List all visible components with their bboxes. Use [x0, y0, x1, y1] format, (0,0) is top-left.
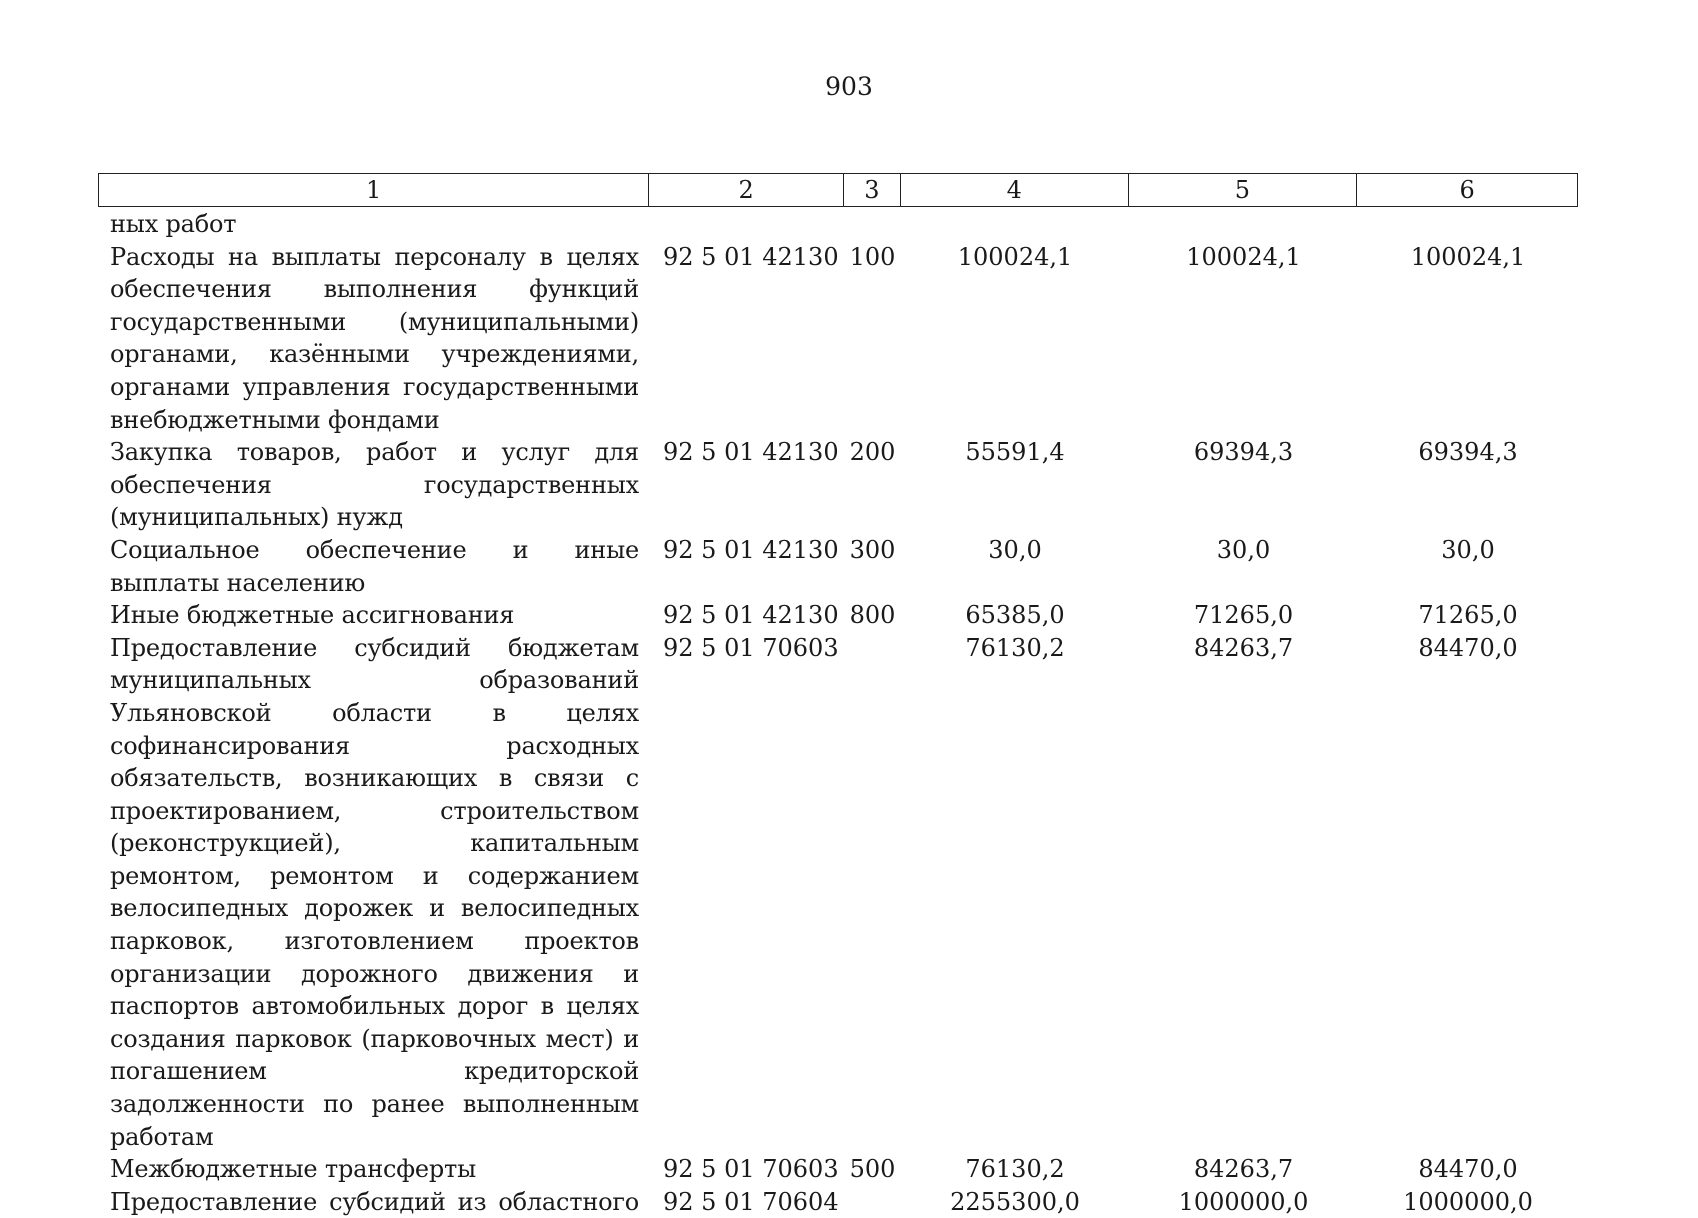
- row-value-col6: 84470,0: [1418, 633, 1518, 662]
- row-value-col6: 71265,0: [1418, 601, 1518, 630]
- table-row: [98, 436, 1578, 534]
- table-row: [98, 1186, 1578, 1218]
- row-value-col6: 69394,3: [1418, 438, 1518, 467]
- row-code: 92 5 01 42130: [663, 242, 839, 271]
- row-code: 92 5 01 70603: [663, 1155, 839, 1184]
- row-value-col5: 84263,7: [1193, 1155, 1294, 1184]
- row-value-col6: 30,0: [1441, 535, 1495, 564]
- row-value-col5: 84263,7: [1193, 633, 1294, 662]
- row-value-col4: 65385,0: [965, 601, 1065, 630]
- page-number: 903: [825, 72, 873, 101]
- table-row: [98, 208, 1578, 241]
- header-col-5: 5: [1129, 174, 1358, 206]
- header-col-2: 2: [649, 174, 844, 206]
- table-row: [98, 1153, 1578, 1186]
- row-value-col4: 30,0: [988, 535, 1042, 564]
- row-code: 92 5 01 42130: [663, 535, 839, 564]
- row-value-col5: 100024,1: [1186, 242, 1301, 271]
- row-value-col6: 1000000,0: [1403, 1187, 1533, 1216]
- row-value-col6: 84470,0: [1418, 1155, 1518, 1184]
- row-value-col4: 100024,1: [957, 242, 1073, 271]
- header-col-4: 4: [901, 174, 1129, 206]
- row-description: Закупка товаров, работ и услуг для обеспечения государственных (муниципальных) нужд: [110, 438, 639, 532]
- row-value-col5: 1000000,0: [1178, 1187, 1309, 1216]
- row-code: 92 5 01 70604: [663, 1187, 839, 1216]
- row-description: ных работ: [110, 210, 237, 238]
- row-code: 92 5 01 42130: [663, 601, 839, 630]
- row-value-col4: 55591,4: [965, 438, 1065, 467]
- row-description: Социальное обеспечение и иные выплаты населению: [110, 535, 639, 597]
- row-value-col5: 71265,0: [1193, 601, 1294, 630]
- row-code: 92 5 01 42130: [663, 438, 839, 467]
- table-body: [98, 208, 1578, 1218]
- header-col-1: 1: [99, 174, 649, 206]
- header-col-3: 3: [844, 174, 901, 206]
- table-row: [98, 632, 1578, 1154]
- row-value-col6: 100024,1: [1410, 242, 1526, 271]
- row-code: 92 5 01 70603: [663, 633, 839, 662]
- row-description: Расходы на выплаты персоналу в целях обеспечения выполнения функций государственными (муниципальными) органами, казёнными учреждениями, органами управления государственными внебюджетными фондами: [110, 242, 639, 434]
- table-row: [98, 599, 1578, 632]
- row-value-col4: 76130,2: [965, 633, 1065, 662]
- table-row: [98, 241, 1578, 437]
- row-expense-type: 500: [849, 1155, 896, 1184]
- table-row: [98, 534, 1578, 599]
- row-value-col5: 30,0: [1216, 535, 1271, 564]
- row-description: Межбюджетные трансферты: [110, 1155, 476, 1184]
- table-header: [98, 173, 1578, 207]
- row-value-col4: 76130,2: [965, 1155, 1065, 1184]
- row-description: Предоставление субсидий бюджетам муниципальных образований Ульяновской области в целях софинансирования расходных обязательств, возникающих в связи с проектированием, строительством (реконструкцией), капитальным ремонтом, ремонтом и содержанием велосипедных дорожек и велосипедных парковок, изготовлением проектов организации дорожного движения и паспортов автомобильных дорог в целях создания парковок (парковочных мест) и погашением кредиторской задолженности по ранее выполненным работам: [110, 633, 639, 1151]
- row-value-col4: 2255300,0: [950, 1187, 1080, 1216]
- row-expense-type: 800: [849, 601, 896, 630]
- header-col-6: 6: [1459, 176, 1475, 204]
- row-expense-type: 100: [849, 242, 896, 271]
- row-description: Иные бюджетные ассигнования: [110, 601, 515, 630]
- row-expense-type: 200: [849, 438, 896, 467]
- row-expense-type: 300: [849, 535, 896, 564]
- row-value-col5: 69394,3: [1193, 438, 1294, 467]
- row-description: Предоставление субсидий из областного: [110, 1187, 639, 1216]
